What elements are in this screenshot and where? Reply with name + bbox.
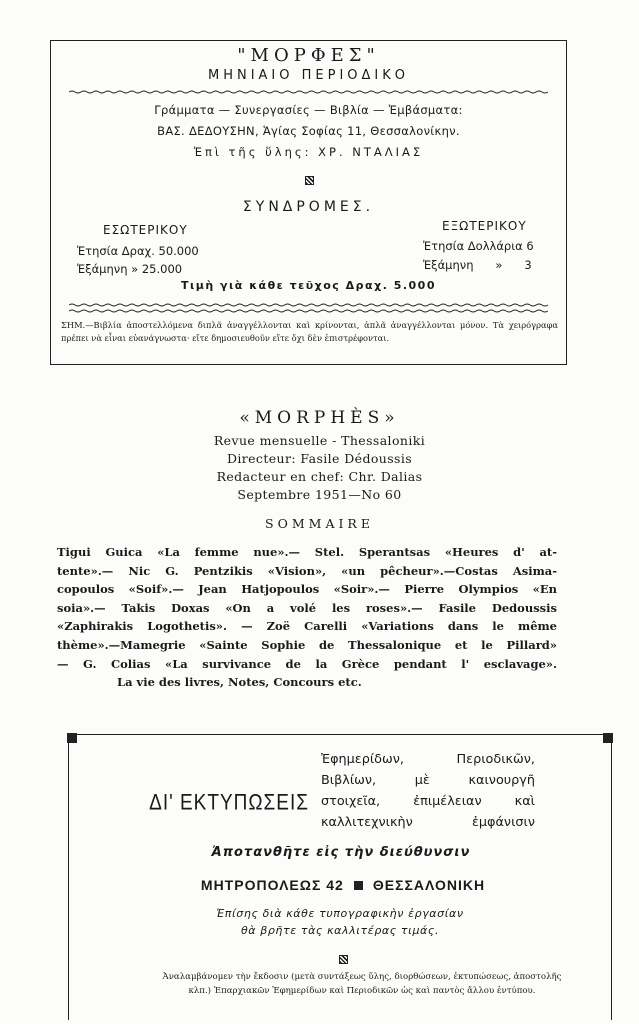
sommaire-heading: SOMMAIRE (265, 516, 374, 531)
printing-services (321, 749, 535, 833)
french-issue: Septembre 1951—No 60 (237, 487, 402, 502)
foreign-row: Ἐξάμηνη » 3 (423, 258, 532, 272)
service-line: Βιβλίων, μὲ καινουργῆ (321, 773, 535, 788)
french-subtitle: Revue mensuelle - Thessaloniki (213, 433, 426, 448)
domestic-heading: ΕΣΩΤΕΡΙΚΟΥ (103, 223, 188, 237)
sommaire-line: thème».—Mamegrie «Sainte Sophie de Thessalonique et le Pillard» (57, 637, 557, 652)
contents-line: Γράμματα — Συνεργασίες — Βιβλία — Ἐμβάσματα: (154, 103, 463, 117)
sommaire-line: copoulos «Soif».— Jean Hatjopoulos «Soir».— Pierre Olympios «En (57, 582, 557, 597)
corner-ornament (67, 733, 77, 743)
also-line: θὰ βρῆτε τὰς καλλιτέρας τιμάς. (240, 924, 440, 937)
foreign-heading: ΕΞΩΤΕΡΙΚΟΥ (442, 219, 527, 233)
address-line: ΒΑΣ. ΔΕΔΟΥΣΗΝ, Ἁγίας Σοφίας 11, Θεσσαλονίκην. (157, 124, 460, 138)
printing-heading: ΔΙ' ΕΚΤΥΠΩΣΕΙΣ (149, 791, 309, 816)
ornament-icon (339, 955, 348, 964)
corner-ornament (603, 733, 613, 743)
morfes-masthead-box (50, 40, 567, 365)
magazine-title: "ΜΟΡΦΕΣ" (237, 45, 380, 66)
foreign-row: Ἐτησία Δολλάρια 6 (423, 239, 534, 253)
issue-price: Τιμὴ γιὰ κάθε τεῦχος Δραχ. 5.000 (180, 279, 436, 292)
subscriptions-title: ΣΥΝΔΡΟΜΕΣ. (242, 199, 375, 215)
wavy-divider (69, 309, 548, 313)
editorial-note: ΣΗΜ.—Βιβλία ἀποστελλόμενα διπλᾶ ἀναγγέλλονται καὶ κρίνονται, ἁπλᾶ ἀναγγέλλονται μόνον. Τὰ χειρόγραφα πρέπει νὰ εἶναι εὐανάγνωστα· εἴτε δημοσιευθοῦν εἴτε ὄχι δὲν ἐπιστρέφονται. (61, 320, 558, 343)
square-bullet-icon (354, 881, 363, 890)
sommaire-line: — G. Colias «La survivance de la Grèce pendant l' esclavage». (57, 656, 557, 671)
publishing-note: Ἀναλαμβάνομεν τὴν ἔκδοσιν (μετὰ συντάξεως ὕλης, διορθώσεων, ἐκτυπώσεως, ἀποστολῆς κλπ.) Ἐπαρχιακῶν Ἐφημερίδων καὶ Περιοδικῶν ὡς καὶ παντὸς ἄλλου ἐντύπου. (162, 972, 562, 996)
service-line: καλλιτεχνικὴν ἐμφάνισιν (321, 815, 535, 830)
wavy-divider (69, 90, 548, 94)
domestic-row: Ἐξάμηνη » 25.000 (77, 262, 183, 276)
service-line: στοιχεῖα, ἐπιμέλειαν καὶ (321, 794, 535, 809)
service-line: Ἐφημερίδων, Περιοδικῶν, (321, 752, 535, 767)
sommaire-line: «Zaphirakis Logothetis». — Zoë Carelli «Variations dans le même (57, 619, 557, 634)
sommaire-line: La vie des livres, Notes, Concours etc. (117, 675, 362, 690)
wavy-divider (69, 303, 548, 307)
french-director: Directeur: Fasile Dédoussis (226, 451, 413, 466)
magazine-subtitle: ΜΗΝΙΑΙΟ ΠΕΡΙΟΔΙΚΟ (207, 68, 410, 83)
also-line: Ἐπίσης διὰ κάθε τυπογραφικὴν ἐργασίαν (216, 907, 464, 920)
print-shop-address (151, 877, 535, 893)
city-name: ΘΕΣΣΑΛΟΝΙΚΗ (372, 877, 486, 893)
sommaire-body (57, 543, 557, 692)
sommaire-line: Tigui Guica «La femme nue».— Stel. Sperantsas «Heures d' at- (57, 545, 557, 559)
deliver-line: Ἀποτανθῆτε εἰς τὴν διεύθυνσιν (211, 845, 471, 860)
french-title: «MORPHÈS» (239, 408, 400, 428)
editor-line: Ἐπὶ τῆς ὕλης: ΧΡ. ΝΤΑΛΙΑΣ (193, 145, 424, 159)
domestic-row: Ἐτησία Δραχ. 50.000 (77, 244, 199, 258)
ornament-icon (305, 176, 314, 185)
sommaire-line: tente».— Nic G. Pentzikis «Vision», «un pêcheur».—Costas Asima- (57, 563, 557, 578)
french-editor: Redacteur en chef: Chr. Dalias (216, 469, 423, 484)
street-name: ΜΗΤΡΟΠΟΛΕΩΣ 42 (200, 877, 344, 893)
sommaire-line: soia».— Takis Doxas «On a volé les roses».— Fasile Dedoussis (57, 600, 557, 615)
printing-ad-box (68, 734, 612, 1020)
